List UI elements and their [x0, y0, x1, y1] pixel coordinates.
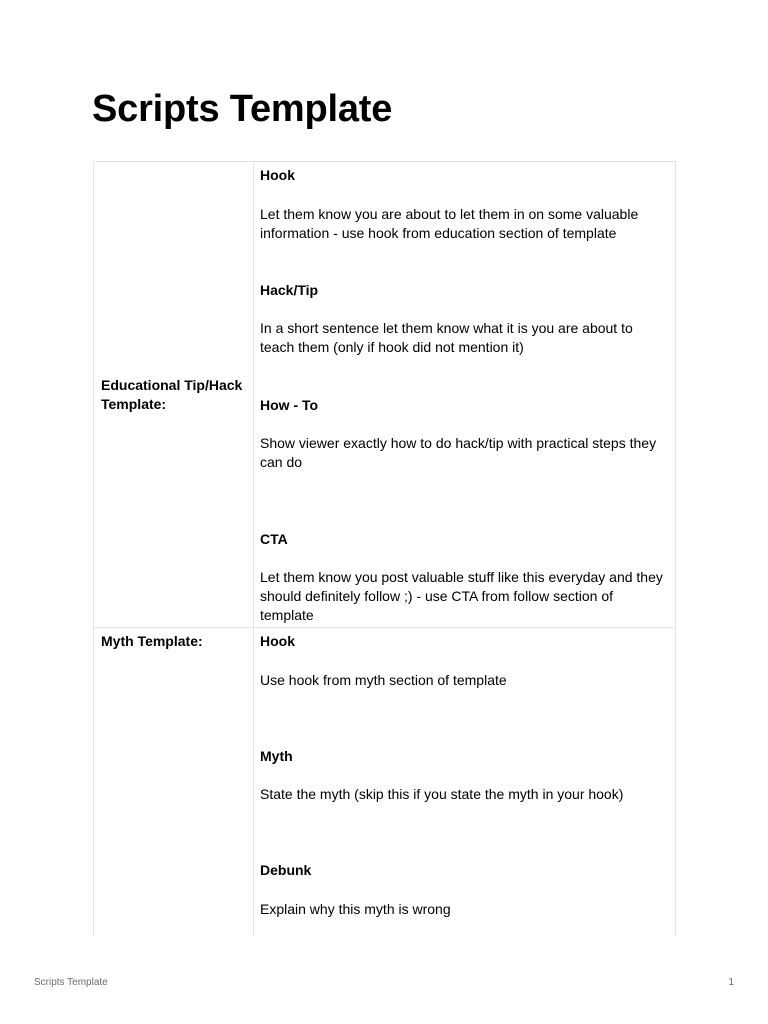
section-heading-hook: Hook — [260, 633, 295, 649]
section-heading-myth: Myth — [260, 748, 293, 764]
section-heading-hook: Hook — [260, 167, 295, 183]
scripts-table — [93, 161, 676, 936]
section-body-debunk: Explain why this myth is wrong — [260, 901, 451, 917]
row-label-educational: Educational Tip/Hack Template: — [101, 377, 243, 412]
footer-document-name: Scripts Template — [34, 977, 108, 988]
section-heading-debunk: Debunk — [260, 862, 312, 878]
section-body-how-to: Show viewer exactly how to do hack/tip with practical steps they can do — [260, 435, 657, 471]
footer-page-number: 1 — [728, 977, 734, 988]
row-label-myth: Myth Template: — [101, 633, 203, 649]
section-body-myth: State the myth (skip this if you state the myth in your hook) — [260, 786, 624, 802]
page-title: Scripts Template — [92, 88, 393, 130]
section-body-hack-tip: In a short sentence let them know what it is you are about to teach them (only if hook did not mention it) — [260, 320, 633, 356]
table-row-educational — [94, 162, 675, 628]
section-body-cta: Let them know you post valuable stuff like this everyday and they should definitely follow ;) - use CTA from follow section of template — [260, 569, 663, 624]
section-body-hook: Use hook from myth section of template — [260, 672, 507, 688]
section-heading-how-to: How - To — [260, 397, 319, 413]
table-row-myth — [94, 628, 675, 936]
section-heading-hack-tip: Hack/Tip — [260, 282, 319, 298]
section-heading-cta: CTA — [260, 531, 288, 547]
section-body-hook: Let them know you are about to let them in on some valuable information - use hook from education section of template — [260, 206, 639, 242]
